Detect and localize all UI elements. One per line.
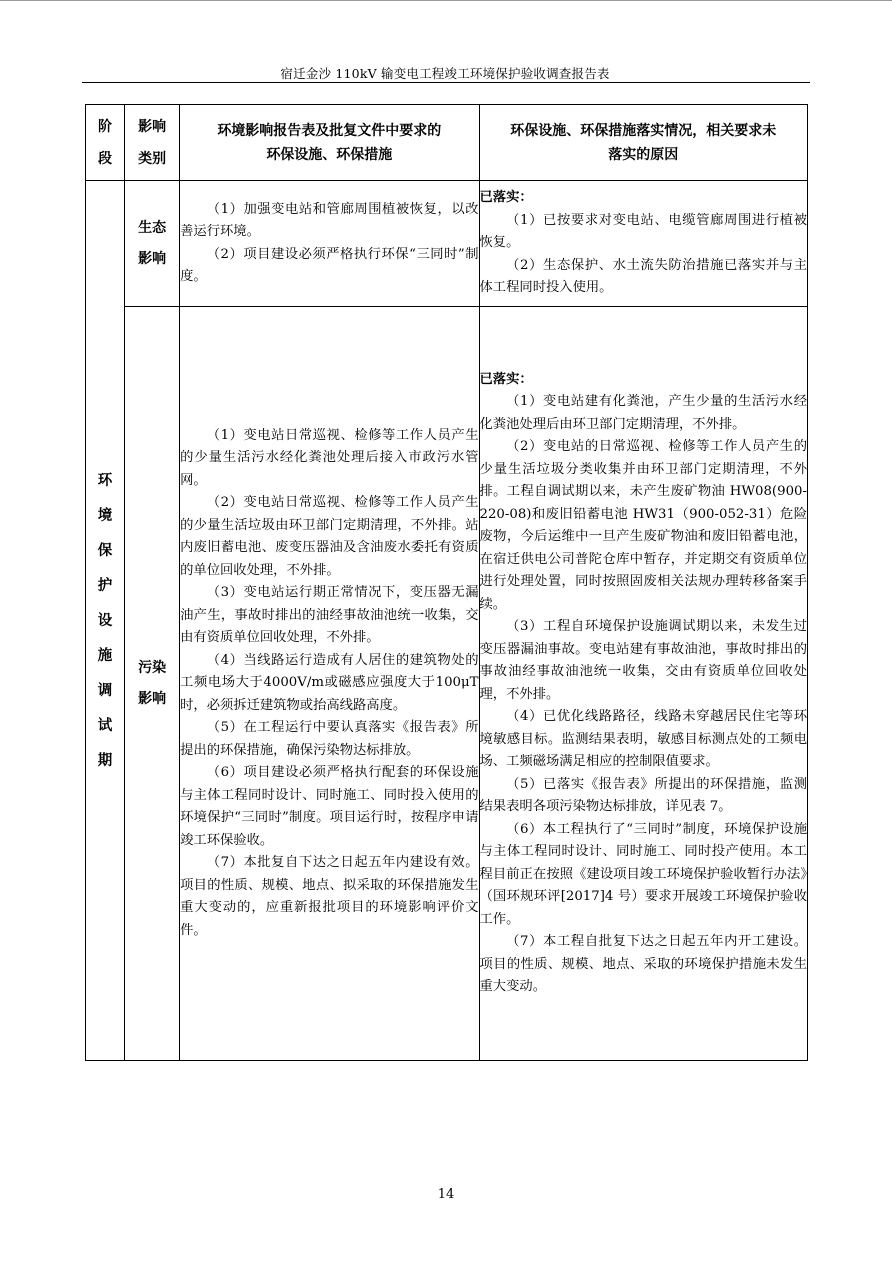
list-item: （1）变电站日常巡视、检修等工作人员产生的少量生活污水经化粪池处理后接入市政污水管网。	[180, 427, 479, 488]
text-line: 期	[97, 752, 113, 769]
header-implementation	[479, 105, 807, 181]
impact-type-pollution	[125, 307, 180, 1061]
implementation-list	[480, 391, 807, 999]
impact-type-label	[125, 653, 179, 715]
impact-type-label	[125, 213, 179, 275]
text-line: 境	[97, 507, 113, 524]
text-line: 环境影响报告表及批复文件中要求的	[217, 122, 442, 139]
requirements-list	[180, 425, 478, 943]
requirements-list	[180, 199, 478, 289]
list-item: （1）变电站建有化粪池，产生少量的生活污水经化粪池处理后由环卫部门定期清理，不外排。	[479, 394, 807, 432]
text-line: 调	[97, 682, 113, 699]
requirements-cell-ecological	[180, 181, 479, 307]
text-line: 环保设施、环保措施落实情况，相关要求未	[510, 122, 777, 139]
text-line: 环保设施、环保措施	[266, 146, 393, 163]
text-line: 设	[97, 612, 113, 629]
page-number: 14	[437, 1187, 455, 1202]
header-stage	[86, 105, 125, 181]
header-requirements-label	[180, 119, 478, 167]
list-item: （4）当线路运行造成有人居住的建筑物处的工频电场大于4000V/m或磁感应强度大于100μT时，必须拆迁建筑物或抬高线路高度。	[180, 652, 479, 713]
list-item: （6）项目建设必须严格执行配套的环保设施与主体工程同时设计、同时施工、同时投入使用的环境保护“三同时”制度。项目运行时，按程序申请竣工环保验收。	[180, 765, 479, 848]
header-impact-type-label	[125, 111, 179, 175]
list-item: （1）已按要求对变电站、电缆管廊周围进行植被恢复。	[479, 212, 807, 251]
list-item: （5）已落实《报告表》所提出的环保措施，监测结果表明各项污染物达标排放，详见表 7。	[479, 776, 807, 814]
text-line: 类别	[138, 150, 167, 167]
text-line: 影响	[138, 250, 167, 267]
top-border-line	[0, 0, 892, 1]
list-item: （2）生态保护、水土流失防治措施已落实并与主体工程同时投入使用。	[479, 257, 807, 296]
text-line: 落实的原因	[608, 146, 679, 163]
implementation-cell-pollution	[479, 307, 807, 1061]
table-row-pollution	[86, 307, 808, 1061]
list-item: （5）在工程运行中要认真落实《报告表》所提出的环保措施，确保污染物达标排放。	[180, 720, 479, 758]
text-line: 试	[97, 717, 113, 734]
impact-type-ecological	[125, 181, 180, 307]
list-item: （6）本工程执行了“三同时”制度，环境保护设施与主体工程同时设计、同时施工、同时投产使用。本工程目前正在按照《建设项目竣工环境保护验收暂行办法》（国环规环评[2017]4 号）要求开展竣工环境保护验收工作。	[479, 821, 807, 927]
implementation-list	[480, 210, 807, 300]
status-label: 已落实：	[479, 371, 533, 387]
text-line: 污染	[138, 659, 167, 676]
table-row-ecological	[86, 181, 808, 307]
header-implementation-label	[480, 119, 807, 167]
text-line: 保	[97, 542, 113, 559]
text-line: 影响	[138, 118, 167, 135]
status-label: 已落实：	[479, 190, 533, 206]
text-line: 生态	[138, 219, 167, 236]
header-stage-label	[86, 111, 124, 175]
list-item: （1）加强变电站和管廊周围植被恢复，以改善运行环境。	[180, 201, 479, 239]
header-impact-type	[125, 105, 180, 181]
list-item: （3）工程自环境保护设施调试期以来，未发生过变压器漏油事故。变电站建有事故油池，事故时排出的事故油经事故油池统一收集，交由有资质单位回收处理，不外排。	[479, 619, 807, 702]
list-item: （3）变电站运行期正常情况下，变压器无漏油产生，事故时排出的油经事故油池统一收集，交由有资质单位回收处理，不外排。	[180, 585, 479, 646]
requirements-cell-pollution	[180, 307, 479, 1061]
report-header-title: 宿迁金沙 110kV 输变电工程竣工环境保护验收调查报告表	[280, 66, 610, 81]
list-item: （7）本工程自批复下达之日起五年内开工建设。项目的性质、规模、地点、采取的环境保护措施未发生重大变动。	[479, 934, 807, 994]
text-line: 环	[97, 472, 113, 489]
implementation-cell-ecological	[479, 181, 807, 307]
text-line: 段	[98, 150, 113, 167]
text-line: 阶	[98, 118, 113, 135]
environmental-measures-table	[85, 104, 808, 1061]
table-header-row	[86, 105, 808, 181]
list-item: （2）项目建设必须严格执行环保“三同时”制度。	[180, 246, 479, 284]
list-item: （2）变电站日常巡视、检修等工作人员产生的少量生活垃圾由环卫部门定期清理，不外排。站内废旧蓄电池、废变压器油及含油废水委托有资质的单位回收处理，不外排。	[180, 495, 479, 578]
text-line: 护	[97, 577, 113, 594]
stage-cell	[86, 181, 125, 1061]
header-rule	[82, 82, 810, 83]
stage-label	[86, 463, 124, 778]
text-line: 施	[97, 647, 113, 664]
text-line: 影响	[138, 690, 167, 707]
list-item: （7）本批复自下达之日起五年内建设有效。项目的性质、规模、地点、拟采取的环保措施发生重大变动的，应重新报批项目的环境影响评价文件。	[180, 855, 479, 938]
list-item: （2）变电站的日常巡视、检修等工作人员产生的少量生活垃圾分类收集并由环卫部门定期清理，不外排。工程自调试期以来，未产生废矿物油 HW08(900-220-08)和废旧铅蓄电池 HW31（900-052-31）危险废物，今后运维中一旦产生废矿物油和废旧铅蓄电池，在宿迁供电公司普陀仓库中暂存，并定期交有资质单位进行处理处置，同时按照固废相关法规办理转移备案手续。	[479, 439, 807, 612]
list-item: （4）已优化线路路径，线路未穿越居民住宅等环境敏感目标。监测结果表明，敏感目标测点处的工频电场、工频磁场满足相应的控制限值要求。	[479, 709, 807, 769]
header-requirements	[180, 105, 479, 181]
